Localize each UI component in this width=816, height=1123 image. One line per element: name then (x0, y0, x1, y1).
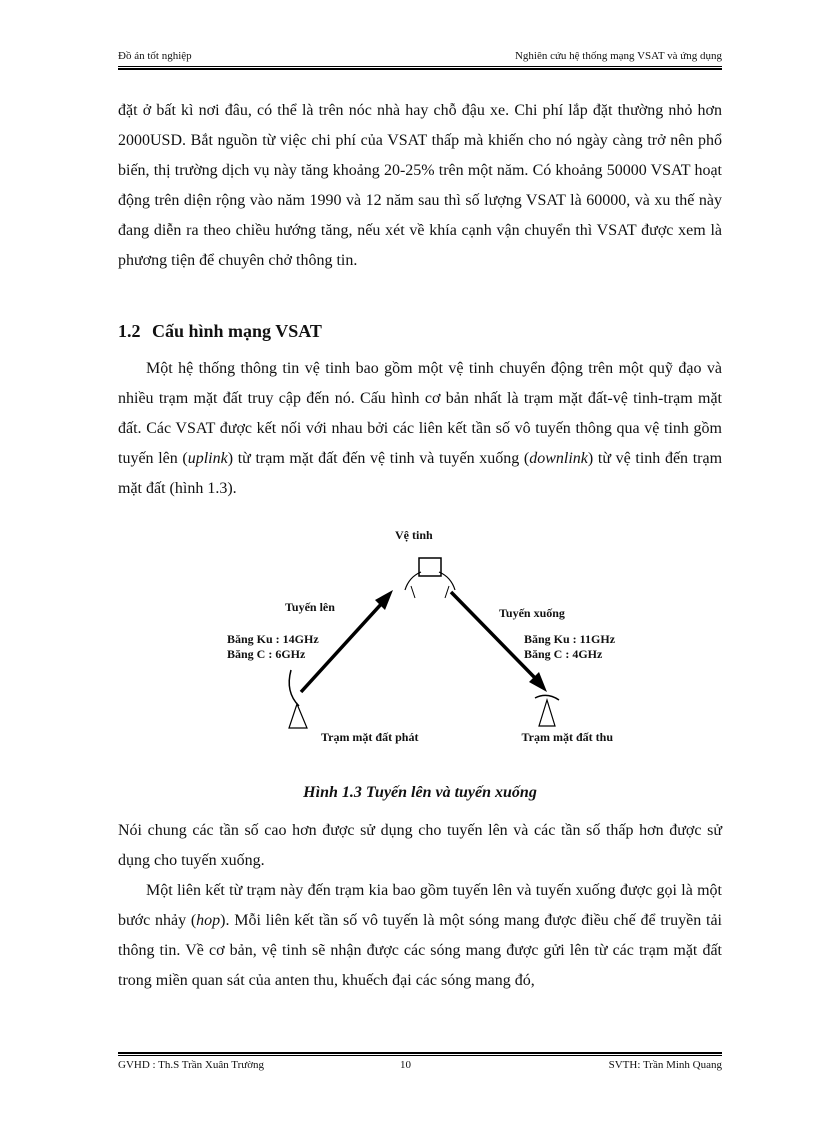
downlink-c-label: Băng C : 4GHz (524, 647, 603, 661)
uplink-arrow (301, 602, 383, 692)
paragraph-hop (118, 876, 722, 996)
satellite-antenna-left-feed (411, 586, 415, 598)
satellite-antenna-right-feed (445, 586, 449, 598)
page-number: 10 (400, 1059, 411, 1071)
p4-text-1: Một liên kết từ trạm này đến trạm kia bao gồm tuyến lên và tuyến xuống được gọi là một bước nhảy ( (118, 882, 722, 929)
paragraph-frequencies: Nói chung các tần số cao hơn được sử dụng cho tuyến lên và các tần số thấp hơn được sử dụng cho tuyến xuống. (118, 822, 722, 869)
tx-station-label: Trạm mặt đất phát (321, 730, 419, 744)
header-left-text: Đồ án tốt nghiệp (118, 50, 192, 62)
uplink-downlink-figure (215, 520, 616, 752)
tx-dish-icon (289, 670, 299, 706)
section-number: 1.2 (118, 321, 141, 341)
section-title: Cấu hình mạng VSAT (152, 321, 322, 341)
satellite-icon (419, 558, 441, 576)
figure-caption: Hình 1.3 Tuyến lên và tuyến xuống (303, 784, 537, 801)
footer-student: SVTH: Trần Minh Quang (608, 1059, 722, 1071)
uplink-c-label: Băng C : 6GHz (227, 647, 306, 661)
p2-text-1: Một hệ thống thông tin vệ tinh bao gồm một vệ tinh chuyển động trên một quỹ đạo và nhiều trạm mặt đất truy cập đến nó. Cấu hình cơ bản nhất là trạm mặt đất-vệ tinh-trạm mặt đất. Các VSAT được kết nối với nhau bởi các liên kết tần số vô tuyến thông qua vệ tinh gồm tuyến lên ( (118, 360, 722, 467)
page-header (118, 50, 722, 66)
uplink-label: Tuyến lên (285, 600, 335, 614)
page-footer (118, 1059, 722, 1075)
downlink-ku-label: Băng Ku : 11GHz (524, 632, 616, 646)
rx-station-label: Trạm mặt đất thu (521, 730, 613, 744)
header-right-text: Nghiên cứu hệ thống mạng VSAT và ứng dụng (514, 50, 722, 62)
footer-advisor: GVHD : Th.S Trần Xuân Trường (118, 1059, 265, 1071)
paragraph-configuration (118, 354, 722, 504)
downlink-label: Tuyến xuống (499, 606, 565, 620)
tx-dish-stand (289, 704, 307, 728)
rx-dish-stand (539, 700, 555, 726)
p4-text-2: ). Mỗi liên kết tần số vô tuyến là một sóng mang được điều chế để truyền tải thông tin. Về cơ bản, vệ tinh sẽ nhận được các sóng mang được gửi lên từ các trạm mặt đất trong miền quan sát của anten thu, khuếch đại các sóng mang đó, (118, 912, 722, 989)
downlink-term: downlink (529, 450, 588, 467)
satellite-label: Vệ tinh (395, 528, 433, 542)
p2-text-3: ) từ vệ tinh đến trạm mặt đất (hình 1.3). (118, 450, 723, 497)
uplink-term: uplink (187, 450, 228, 467)
hop-term: hop (196, 912, 221, 929)
header-rule (118, 66, 722, 70)
p2-text-2: ) từ trạm mặt đất đến vệ tinh và tuyến xuống ( (227, 450, 530, 467)
uplink-ku-label: Băng Ku : 14GHz (227, 632, 319, 646)
paragraph-intro: đặt ở bất kì nơi đâu, có thể là trên nóc nhà hay chỗ đậu xe. Chi phí lắp đặt thường nhỏ hơn 2000USD. Bắt nguồn từ việc chi phí của VSAT thấp mà khiến cho nó ngày càng trở nên phổ biến, thị trường dịch vụ này tăng khoảng 20-25% trên một năm. Có khoảng 50000 VSAT hoạt động trên diện rộng vào năm 1990 và 12 năm sau thì số lượng VSAT là 60000, và xu thế này đang diễn ra theo chiều hướng tăng, nếu xét về khía cạnh vận chuyển thì VSAT được xem là phương tiện để chuyên chở thông tin. (118, 102, 722, 269)
section-heading (118, 321, 322, 342)
footer-rule (118, 1052, 722, 1056)
